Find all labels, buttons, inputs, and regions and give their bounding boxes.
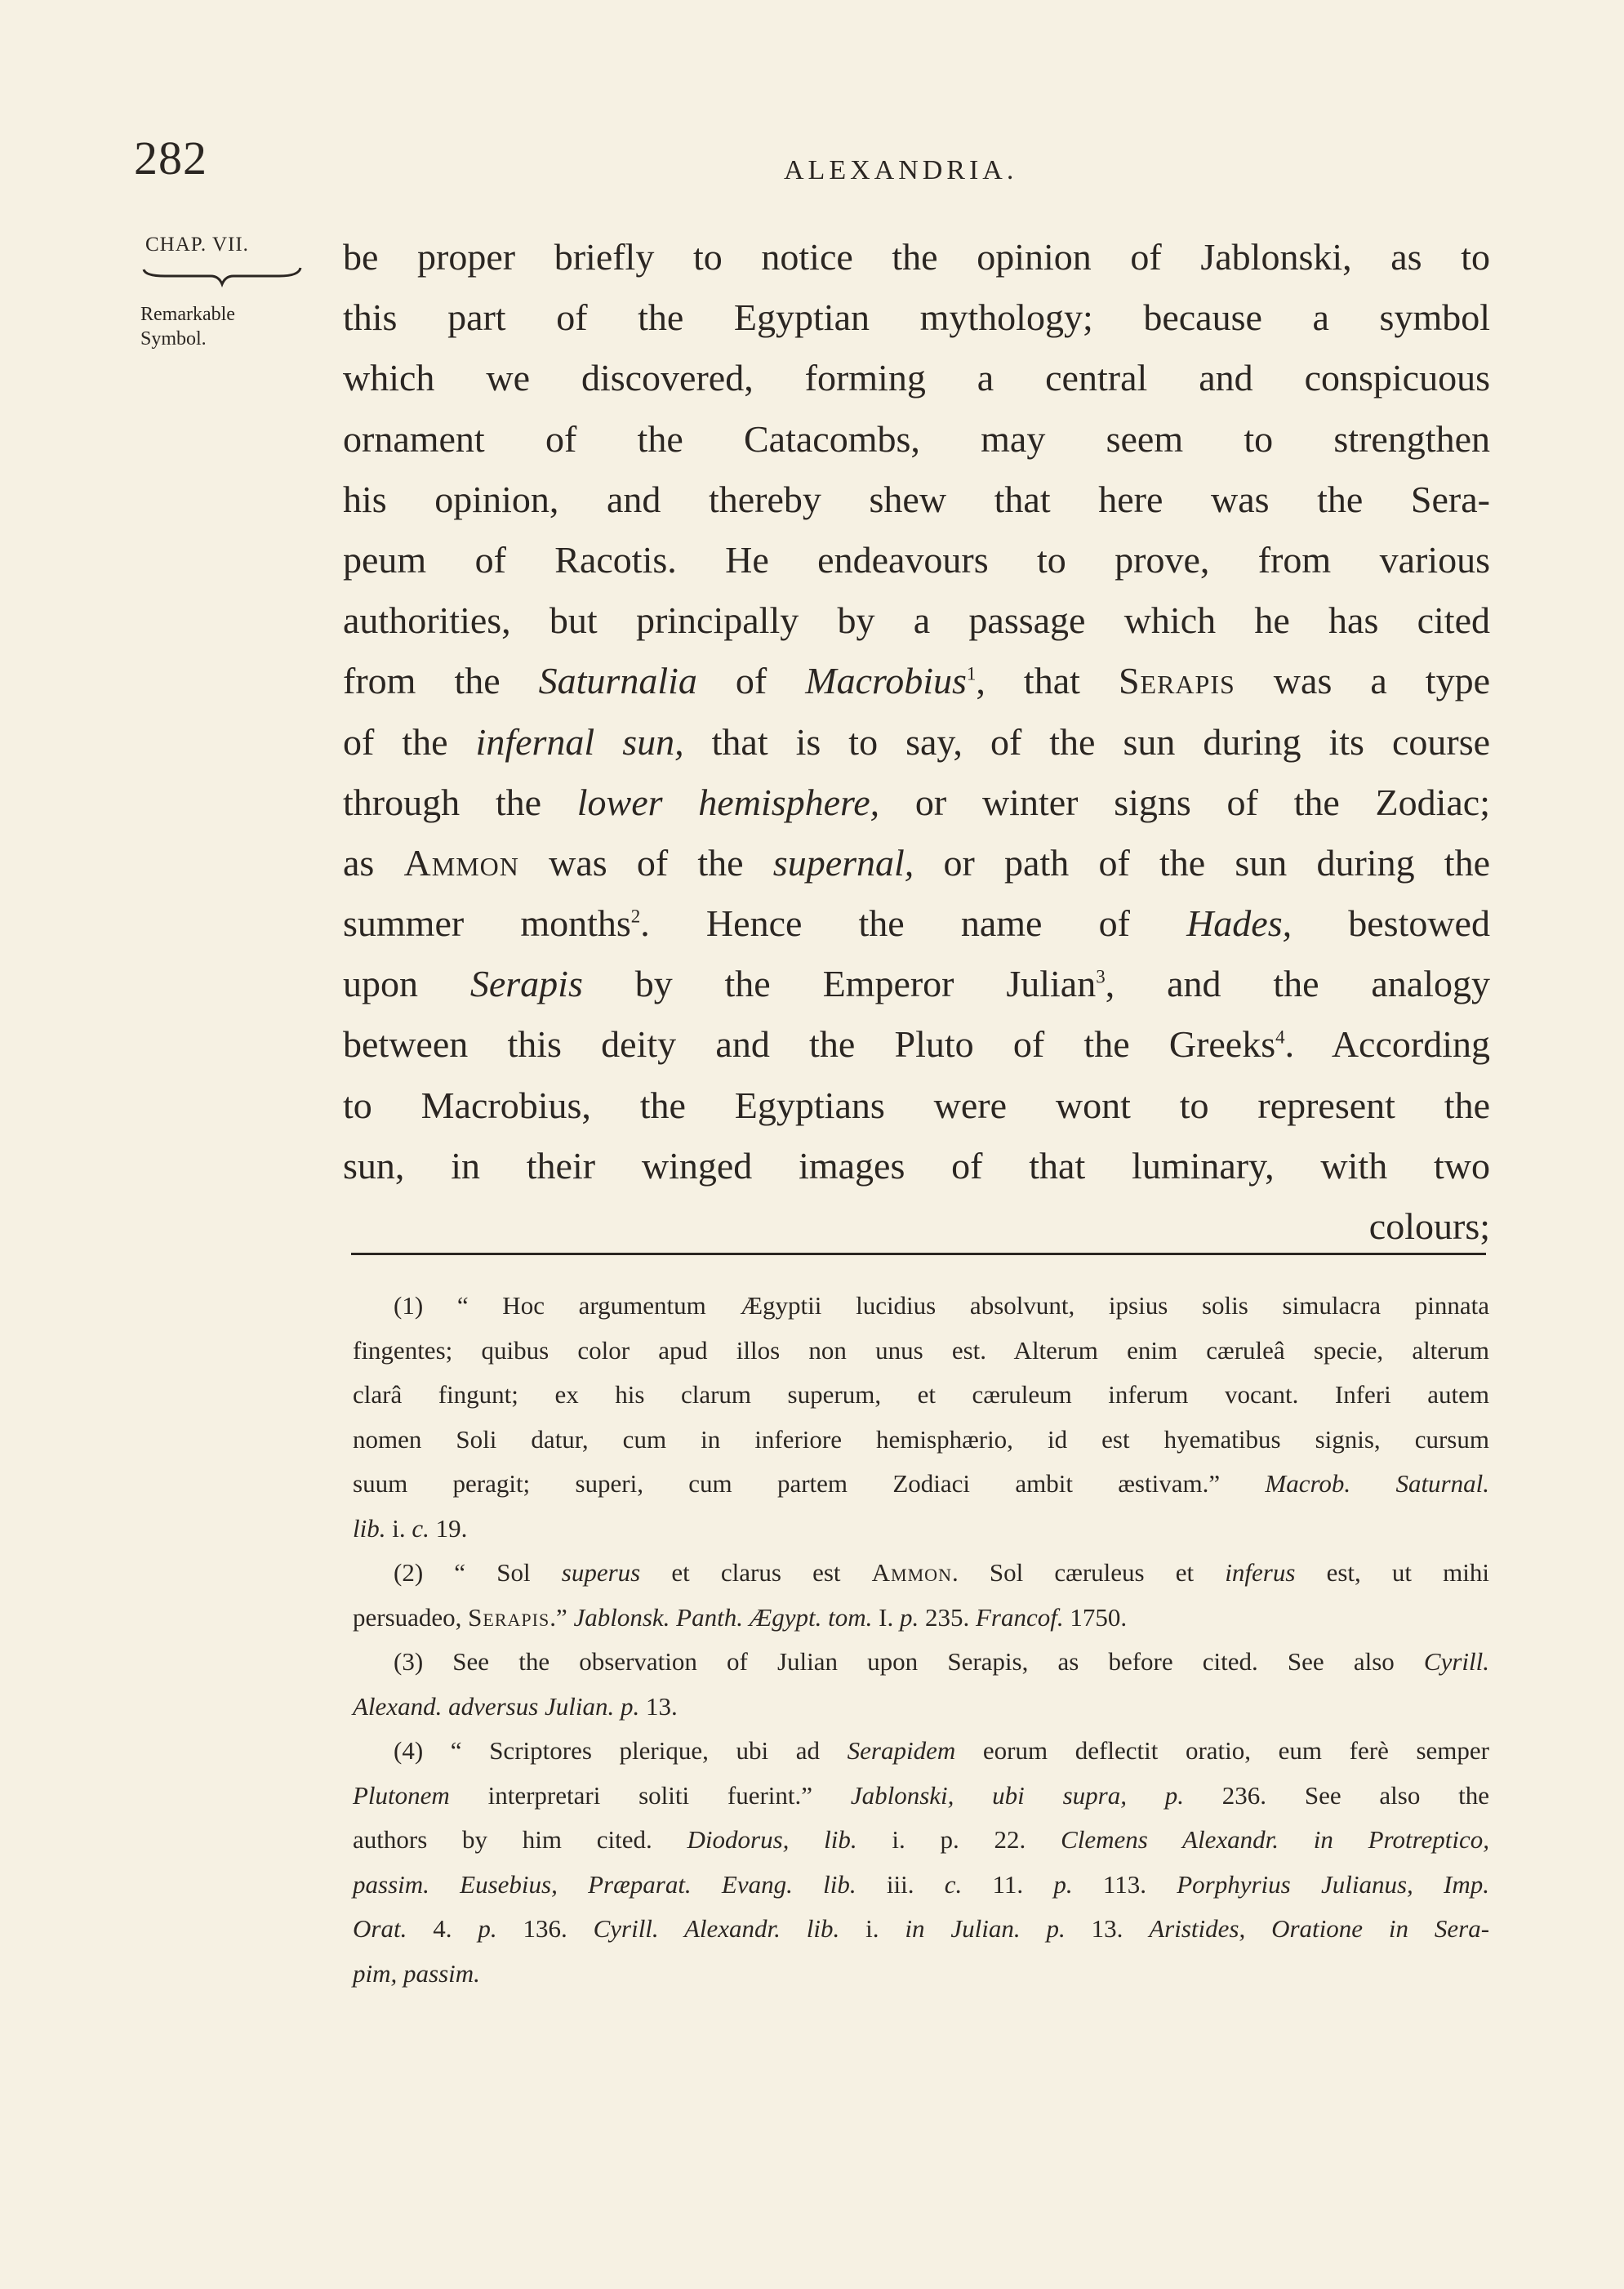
text-line: from the Saturnalia of Macrobius$^1$, that Serapis was a type [343, 660, 1490, 702]
text-line: to Macrobius, the Egyptians were wont to represent the [343, 1084, 1490, 1126]
text-line: as Ammon was of the supernal, or path of the sun during the [343, 841, 1490, 884]
text-line: which we discovered, forming a central and conspicuous [343, 357, 1490, 399]
catchword-line: colours; [1368, 1205, 1490, 1247]
text-line: through the lower hemisphere, or winter signs of the Zodiac; [343, 781, 1490, 823]
footnote-ref: 3 [1096, 966, 1106, 987]
text-line: between this deity and the Pluto of the Greeks$^4$. According [343, 1023, 1490, 1066]
page-number: 282 [134, 131, 207, 185]
chapter-marker: CHAP. VII. [145, 234, 249, 256]
footnote-ref: 2 [630, 906, 641, 927]
brace-ornament [140, 263, 304, 287]
footnotes [353, 1284, 1489, 1996]
footnote-4: (4) “ Scriptores plerique, ubi ad Serapidem eorum deflectit oratio, eum ferè semper Plutonem interpretari soliti fuerint.” Jablonski, ubi supra, p. 236. See also the authors by him cited. Diodorus, lib. i. p. 22. Clemens Alexandr. in Protreptico, passim. Eusebius, Præparat. Evang. lib. iii. c. 11. p. 113. Porphyrius Julianus, Imp. Orat. 4. p. 136. Cyrill. Alexandr. lib. i. in Julian. p. 13. Aristides, Oratione in Sera- pim, passim. [353, 1736, 1490, 1988]
text-line: authorities, but principally by a passage which he has cited [343, 599, 1490, 642]
footnote-ref: 4 [1275, 1027, 1285, 1049]
footnote-ref: 1 [966, 663, 977, 684]
footnote-1: (1) “ Hoc argumentum Ægyptii lucidius absolvunt, ipsius solis simulacra pinnata fingentes; quibus color apud illos non unus est. Alterum enim cæruleâ specie, alterum clarâ fingunt; ex his clarum superum, et cæruleum inferum vocant. Inferi autem nomen Soli datur, cum in inferiore hemisphærio, id est hyematibus signis, cursum suum peragit; superi, cum partem Zodiaci ambit æstivam.” Macrob. Saturnal. lib. i. c. 19. [353, 1291, 1489, 1543]
main-text [343, 227, 1490, 1257]
text-line: peum of Racotis. He endeavours to prove, from various [343, 538, 1490, 581]
running-title: ALEXANDRIA. [784, 155, 1018, 185]
text-line: sun, in their winged images of that luminary, with two [343, 1144, 1490, 1187]
text-line: upon Serapis by the Emperor Julian$^3$, and the analogy [343, 963, 1490, 1005]
margin-note: Remarkable Symbol. [140, 304, 235, 350]
footnote-3: (3) See the observation of Julian upon Serapis, as before cited. See also Cyrill. Alexand. adversus Julian. p. 13. [353, 1647, 1489, 1721]
text-line: ornament of the Catacombs, may seem to strengthen [343, 417, 1490, 460]
text-line: his opinion, and thereby shew that here was the Sera- [343, 478, 1490, 520]
text-line: summer months$^2$. Hence the name of Hades, bestowed [343, 902, 1490, 945]
text-line: this part of the Egyptian mythology; because a symbol [343, 296, 1490, 339]
footnote-2: (2) “ Sol superus et clarus est Ammon. Sol cæruleus et inferus est, ut mihi persuadeo, Serapis.” Jablonsk. Panth. Ægypt. tom. I. p. 235. Francof. 1750. [353, 1558, 1490, 1632]
text-line: of the infernal sun, that is to say, of the sun during its course [343, 720, 1491, 763]
text-line: be proper briefly to notice the opinion of Jablonski, as to [343, 236, 1490, 278]
footnote-rule [351, 1253, 1486, 1255]
